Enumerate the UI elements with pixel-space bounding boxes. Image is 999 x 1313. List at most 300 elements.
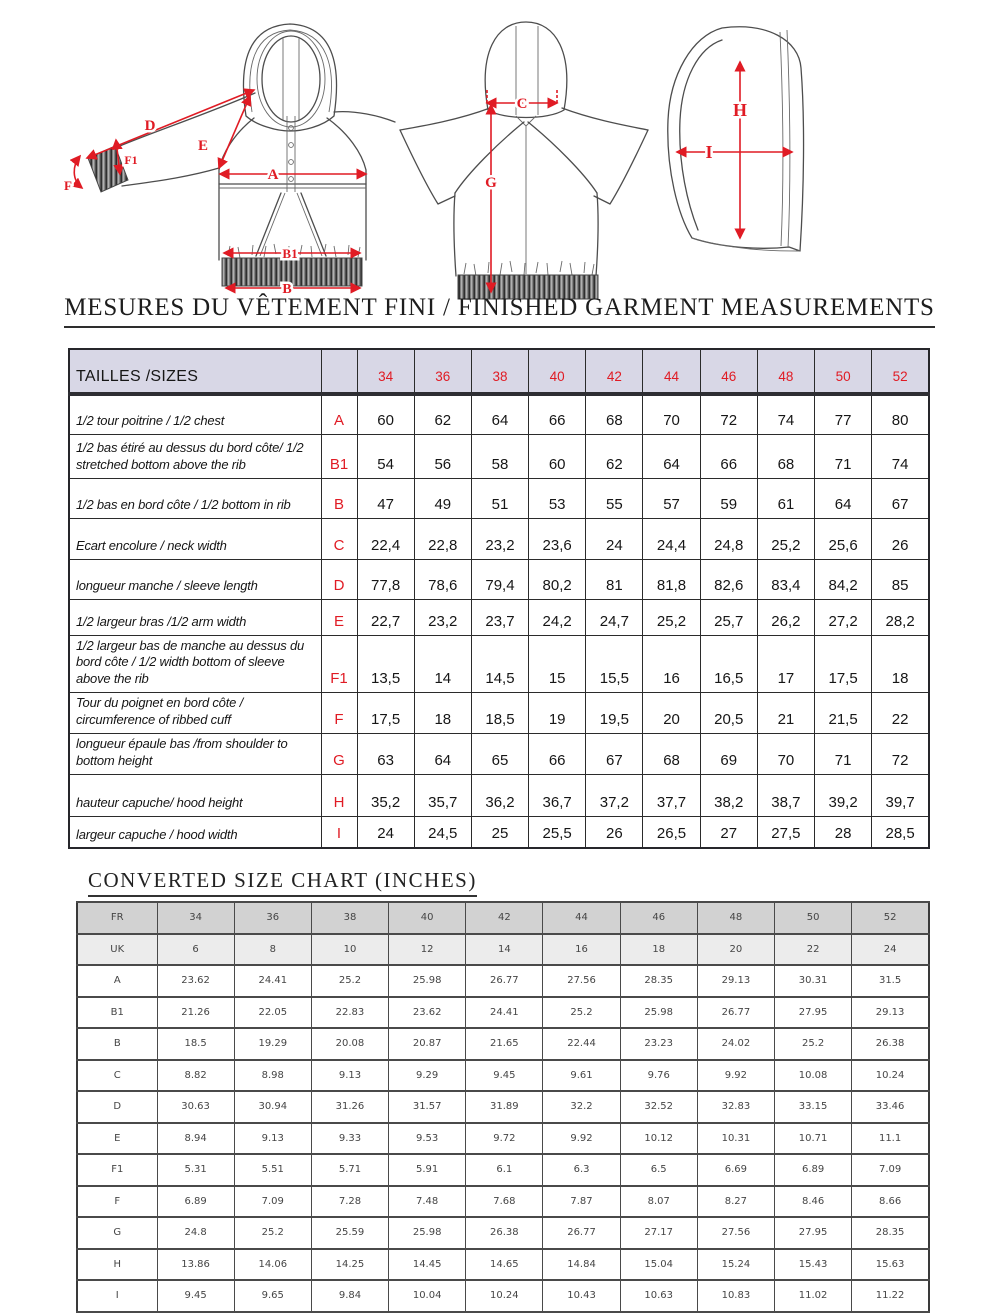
- uk-sizes-row: [77, 934, 929, 966]
- cell: 52: [852, 902, 929, 934]
- cell: 53: [529, 478, 586, 518]
- size-header: 42: [586, 349, 643, 394]
- measure-letter: D: [321, 559, 357, 599]
- cell: 34: [157, 902, 234, 934]
- cell: 82,6: [700, 559, 757, 599]
- cell: 10: [311, 934, 388, 966]
- measure-desc: 1/2 bas en bord côte / 1/2 bottom in rib: [69, 478, 321, 518]
- cell: 5.51: [234, 1154, 311, 1186]
- cell: 27.95: [775, 1217, 852, 1249]
- measure-desc: longueur manche / sleeve length: [69, 559, 321, 599]
- cell: 37,7: [643, 774, 700, 816]
- cell: 7.09: [234, 1186, 311, 1218]
- table-row: [77, 997, 929, 1029]
- cell: 24.8: [157, 1217, 234, 1249]
- cell: 14.84: [543, 1249, 620, 1281]
- cell: 42: [466, 902, 543, 934]
- cell: 48: [697, 902, 774, 934]
- cell: 18: [620, 934, 697, 966]
- table-row: [69, 559, 929, 599]
- cell: 31.57: [389, 1091, 466, 1123]
- cell: 31.26: [311, 1091, 388, 1123]
- cell: 27: [700, 816, 757, 848]
- cell: 9.61: [543, 1060, 620, 1092]
- cell: 24: [852, 934, 929, 966]
- cell: 28,2: [872, 599, 929, 635]
- cell: 26.38: [466, 1217, 543, 1249]
- size-header: 50: [815, 349, 872, 394]
- size-header: 36: [414, 349, 471, 394]
- cell: 9.92: [543, 1123, 620, 1155]
- cell: 25.59: [311, 1217, 388, 1249]
- cell: 36,2: [471, 774, 528, 816]
- cell: 11.22: [852, 1280, 929, 1312]
- table-row: [77, 965, 929, 997]
- cell: 14.45: [389, 1249, 466, 1281]
- cell: 18.5: [157, 1028, 234, 1060]
- cell: 67: [872, 478, 929, 518]
- cell: 32.83: [697, 1091, 774, 1123]
- measure-letter: E: [321, 599, 357, 635]
- cell: 11.02: [775, 1280, 852, 1312]
- cell: 83,4: [757, 559, 814, 599]
- size-header: 38: [471, 349, 528, 394]
- cell: 6.5: [620, 1154, 697, 1186]
- cell: 13,5: [357, 635, 414, 693]
- cell: 23,2: [471, 518, 528, 559]
- cell: 72: [872, 734, 929, 775]
- cell: 10.83: [697, 1280, 774, 1312]
- size-header: 48: [757, 349, 814, 394]
- measure-label-e: E: [197, 138, 209, 154]
- cell: 21.26: [157, 997, 234, 1029]
- cell: 8.07: [620, 1186, 697, 1218]
- cell: 65: [471, 734, 528, 775]
- measure-label-b1: B1: [282, 246, 298, 261]
- cell: 24,2: [529, 599, 586, 635]
- cell: 14: [466, 934, 543, 966]
- size-header: 34: [357, 349, 414, 394]
- cell: 38: [311, 902, 388, 934]
- cell: 25.98: [389, 965, 466, 997]
- row-label: FR: [77, 902, 157, 934]
- table-row: [69, 518, 929, 559]
- cell: 12: [389, 934, 466, 966]
- cell: 17,5: [357, 693, 414, 734]
- cell: 30.94: [234, 1091, 311, 1123]
- cell: 8.27: [697, 1186, 774, 1218]
- table-row: [77, 1028, 929, 1060]
- cell: 10.71: [775, 1123, 852, 1155]
- cell: 15.24: [697, 1249, 774, 1281]
- cell: 23,2: [414, 599, 471, 635]
- cell: 14.65: [466, 1249, 543, 1281]
- measure-desc: 1/2 largeur bras /1/2 arm width: [69, 599, 321, 635]
- cell: 66: [700, 434, 757, 478]
- cell: 66: [529, 394, 586, 434]
- cell: 27.17: [620, 1217, 697, 1249]
- cell: 23,6: [529, 518, 586, 559]
- cell: 15.04: [620, 1249, 697, 1281]
- cell: 9.13: [234, 1123, 311, 1155]
- cell: 25: [471, 816, 528, 848]
- measure-letter: F1: [321, 635, 357, 693]
- cell: 20,5: [700, 693, 757, 734]
- letter-header: [321, 349, 357, 394]
- cell: 6: [157, 934, 234, 966]
- cell: 9.45: [466, 1060, 543, 1092]
- cell: 30.63: [157, 1091, 234, 1123]
- cell: 44: [543, 902, 620, 934]
- cell: 64: [815, 478, 872, 518]
- cell: 64: [643, 434, 700, 478]
- cell: 14,5: [471, 635, 528, 693]
- cell: 18: [414, 693, 471, 734]
- cell: 6.1: [466, 1154, 543, 1186]
- cell: 59: [700, 478, 757, 518]
- row-label: H: [77, 1249, 157, 1281]
- cell: 11.1: [852, 1123, 929, 1155]
- cell: 32.2: [543, 1091, 620, 1123]
- cell: 79,4: [471, 559, 528, 599]
- cell: 25,2: [757, 518, 814, 559]
- cell: 7.09: [852, 1154, 929, 1186]
- row-label: B: [77, 1028, 157, 1060]
- cell: 17: [757, 635, 814, 693]
- cell: 29.13: [852, 997, 929, 1029]
- row-label: C: [77, 1060, 157, 1092]
- cell: 38,2: [700, 774, 757, 816]
- cell: 8: [234, 934, 311, 966]
- hoodie-front-view-drawing: [50, 8, 395, 300]
- cell: 20.08: [311, 1028, 388, 1060]
- cell: 62: [414, 394, 471, 434]
- size-header: 46: [700, 349, 757, 394]
- cell: 26.77: [543, 1217, 620, 1249]
- cell: 20: [643, 693, 700, 734]
- measure-letter: H: [321, 774, 357, 816]
- cell: 23,7: [471, 599, 528, 635]
- cell: 25.98: [389, 1217, 466, 1249]
- cell: 78,6: [414, 559, 471, 599]
- inches-heading-text: CONVERTED SIZE CHART (INCHES): [88, 868, 477, 897]
- size-header: 40: [529, 349, 586, 394]
- cell: 18: [872, 635, 929, 693]
- cell: 81,8: [643, 559, 700, 599]
- row-label: D: [77, 1091, 157, 1123]
- cell: 60: [357, 394, 414, 434]
- cell: 6.89: [775, 1154, 852, 1186]
- measure-desc: 1/2 largeur bas de manche au dessus du bord côte / 1/2 width bottom of sleeve above the rib: [69, 635, 321, 693]
- cell: 25.2: [234, 1217, 311, 1249]
- cell: 24.41: [466, 997, 543, 1029]
- table-row: [69, 734, 929, 775]
- cell: 71: [815, 434, 872, 478]
- cell: 22: [775, 934, 852, 966]
- cell: 31.89: [466, 1091, 543, 1123]
- measure-desc: longueur épaule bas /from shoulder to bottom height: [69, 734, 321, 775]
- cell: 39,2: [815, 774, 872, 816]
- cell: 84,2: [815, 559, 872, 599]
- table-row: [69, 394, 929, 434]
- cell: 6.69: [697, 1154, 774, 1186]
- cell: 81: [586, 559, 643, 599]
- row-label: I: [77, 1280, 157, 1312]
- cell: 15.43: [775, 1249, 852, 1281]
- cell: 24,4: [643, 518, 700, 559]
- cell: 9.65: [234, 1280, 311, 1312]
- cell: 9.33: [311, 1123, 388, 1155]
- cell: 26: [586, 816, 643, 848]
- cell: 10.43: [543, 1280, 620, 1312]
- cell: 27.56: [543, 965, 620, 997]
- cell: 19,5: [586, 693, 643, 734]
- cell: 25.2: [775, 1028, 852, 1060]
- table-row: [77, 1186, 929, 1218]
- cell: 22: [872, 693, 929, 734]
- cell: 33.46: [852, 1091, 929, 1123]
- cell: 24,8: [700, 518, 757, 559]
- page-title-text: MESURES DU VÊTEMENT FINI / FINISHED GARMENT MEASUREMENTS: [64, 294, 935, 328]
- cell: 15.63: [852, 1249, 929, 1281]
- cell: 9.53: [389, 1123, 466, 1155]
- measure-letter: B1: [321, 434, 357, 478]
- cell: 61: [757, 478, 814, 518]
- cell: 10.12: [620, 1123, 697, 1155]
- inches-heading: [88, 868, 477, 897]
- measure-label-a: A: [267, 167, 279, 183]
- cell: 74: [872, 434, 929, 478]
- cell: 28.35: [852, 1217, 929, 1249]
- measure-label-b: B: [282, 282, 292, 297]
- cell: 9.13: [311, 1060, 388, 1092]
- converted-inches-table: [76, 901, 930, 1313]
- cell: 15: [529, 635, 586, 693]
- cell: 69: [700, 734, 757, 775]
- table-row: [77, 1217, 929, 1249]
- finished-measurements-table: [68, 348, 930, 849]
- cell: 6.3: [543, 1154, 620, 1186]
- cell: 26,5: [643, 816, 700, 848]
- cell: 63: [357, 734, 414, 775]
- cell: 70: [757, 734, 814, 775]
- cell: 58: [471, 434, 528, 478]
- cell: 68: [586, 394, 643, 434]
- cell: 7.87: [543, 1186, 620, 1218]
- cell: 25,6: [815, 518, 872, 559]
- cell: 26: [872, 518, 929, 559]
- cell: 14: [414, 635, 471, 693]
- cell: 38,7: [757, 774, 814, 816]
- cell: 25,7: [700, 599, 757, 635]
- cell: 21.65: [466, 1028, 543, 1060]
- cell: 22.05: [234, 997, 311, 1029]
- cell: 7.28: [311, 1186, 388, 1218]
- row-label: UK: [77, 934, 157, 966]
- cell: 23.23: [620, 1028, 697, 1060]
- cell: 68: [643, 734, 700, 775]
- size-header: 52: [872, 349, 929, 394]
- cell: 37,2: [586, 774, 643, 816]
- cell: 17,5: [815, 635, 872, 693]
- measure-letter: C: [321, 518, 357, 559]
- measure-label-g: G: [485, 175, 497, 191]
- cell: 22.83: [311, 997, 388, 1029]
- cell: 67: [586, 734, 643, 775]
- table-row: [69, 816, 929, 848]
- table-row: [69, 693, 929, 734]
- row-label: B1: [77, 997, 157, 1029]
- cell: 28.35: [620, 965, 697, 997]
- size-header: 44: [643, 349, 700, 394]
- cell: 24.02: [697, 1028, 774, 1060]
- hoodie-back-view-drawing: [398, 8, 650, 300]
- cell: 72: [700, 394, 757, 434]
- cell: 31.5: [852, 965, 929, 997]
- cell: 26,2: [757, 599, 814, 635]
- cell: 64: [414, 734, 471, 775]
- cell: 25.98: [620, 997, 697, 1029]
- measure-label-i: I: [705, 142, 713, 162]
- cell: 8.66: [852, 1186, 929, 1218]
- cell: 13.86: [157, 1249, 234, 1281]
- row-label: G: [77, 1217, 157, 1249]
- cell: 10.24: [852, 1060, 929, 1092]
- cell: 36,7: [529, 774, 586, 816]
- cell: 33.15: [775, 1091, 852, 1123]
- table-row: [77, 1123, 929, 1155]
- cell: 9.29: [389, 1060, 466, 1092]
- measure-label-f: F: [64, 178, 72, 193]
- cell: 7.48: [389, 1186, 466, 1218]
- cell: 28: [815, 816, 872, 848]
- cell: 80: [872, 394, 929, 434]
- cell: 23.62: [389, 997, 466, 1029]
- cell: 39,7: [872, 774, 929, 816]
- cell: 10.31: [697, 1123, 774, 1155]
- cell: 68: [757, 434, 814, 478]
- cell: 10.63: [620, 1280, 697, 1312]
- cell: 32.52: [620, 1091, 697, 1123]
- cell: 56: [414, 434, 471, 478]
- measure-label-h: H: [732, 100, 748, 120]
- cell: 16: [643, 635, 700, 693]
- cell: 80,2: [529, 559, 586, 599]
- sizes-header-label: TAILLES /SIZES: [69, 349, 321, 394]
- measure-desc: Tour du poignet en bord côte / circumference of ribbed cuff: [69, 693, 321, 734]
- measure-label-c: C: [516, 96, 528, 112]
- cell: 26.38: [852, 1028, 929, 1060]
- table-row: [69, 635, 929, 693]
- table-row: [77, 1154, 929, 1186]
- cell: 15,5: [586, 635, 643, 693]
- cell: 64: [471, 394, 528, 434]
- cell: 16: [543, 934, 620, 966]
- cell: 46: [620, 902, 697, 934]
- fr-sizes-row: [77, 902, 929, 934]
- cell: 49: [414, 478, 471, 518]
- cell: 77: [815, 394, 872, 434]
- cell: 27,5: [757, 816, 814, 848]
- cell: 54: [357, 434, 414, 478]
- cell: 10.04: [389, 1280, 466, 1312]
- cell: 27.95: [775, 997, 852, 1029]
- cell: 29.13: [697, 965, 774, 997]
- cell: 19.29: [234, 1028, 311, 1060]
- cell: 27.56: [697, 1217, 774, 1249]
- cell: 66: [529, 734, 586, 775]
- row-label: F: [77, 1186, 157, 1218]
- row-label: A: [77, 965, 157, 997]
- cell: 22,7: [357, 599, 414, 635]
- cell: 62: [586, 434, 643, 478]
- page-title: [0, 294, 999, 328]
- measure-desc: Ecart encolure / neck width: [69, 518, 321, 559]
- table-row: [69, 774, 929, 816]
- cell: 22.44: [543, 1028, 620, 1060]
- cell: 14.25: [311, 1249, 388, 1281]
- cell: 9.45: [157, 1280, 234, 1312]
- cell: 9.72: [466, 1123, 543, 1155]
- cell: 26.77: [697, 997, 774, 1029]
- cell: 8.98: [234, 1060, 311, 1092]
- cell: 30.31: [775, 965, 852, 997]
- cell: 7.68: [466, 1186, 543, 1218]
- cell: 8.46: [775, 1186, 852, 1218]
- cell: 74: [757, 394, 814, 434]
- measure-label-f1: F1: [124, 153, 138, 167]
- cell: 51: [471, 478, 528, 518]
- cell: 6.89: [157, 1186, 234, 1218]
- cell: 20.87: [389, 1028, 466, 1060]
- cell: 25,5: [529, 816, 586, 848]
- cell: 40: [389, 902, 466, 934]
- cell: 5.91: [389, 1154, 466, 1186]
- cell: 35,2: [357, 774, 414, 816]
- cell: 23.62: [157, 965, 234, 997]
- cell: 8.94: [157, 1123, 234, 1155]
- cell: 22,4: [357, 518, 414, 559]
- cell: 18,5: [471, 693, 528, 734]
- table-row: [77, 1249, 929, 1281]
- cell: 71: [815, 734, 872, 775]
- cell: 16,5: [700, 635, 757, 693]
- table-header-row: [69, 349, 929, 394]
- measure-letter: G: [321, 734, 357, 775]
- row-label: E: [77, 1123, 157, 1155]
- measure-desc: 1/2 bas étiré au dessus du bord côte/ 1/2 stretched bottom above the rib: [69, 434, 321, 478]
- cell: 47: [357, 478, 414, 518]
- cell: 77,8: [357, 559, 414, 599]
- measure-letter: A: [321, 394, 357, 434]
- cell: 24: [586, 518, 643, 559]
- cell: 24,7: [586, 599, 643, 635]
- table-row: [69, 478, 929, 518]
- cell: 35,7: [414, 774, 471, 816]
- table-row: [77, 1060, 929, 1092]
- cell: 36: [234, 902, 311, 934]
- cell: 19: [529, 693, 586, 734]
- cell: 22,8: [414, 518, 471, 559]
- cell: 5.71: [311, 1154, 388, 1186]
- cell: 9.84: [311, 1280, 388, 1312]
- table-row: [77, 1091, 929, 1123]
- cell: 21: [757, 693, 814, 734]
- measure-letter: B: [321, 478, 357, 518]
- hood-side-view-drawing: [652, 20, 842, 270]
- cell: 9.92: [697, 1060, 774, 1092]
- cell: 5.31: [157, 1154, 234, 1186]
